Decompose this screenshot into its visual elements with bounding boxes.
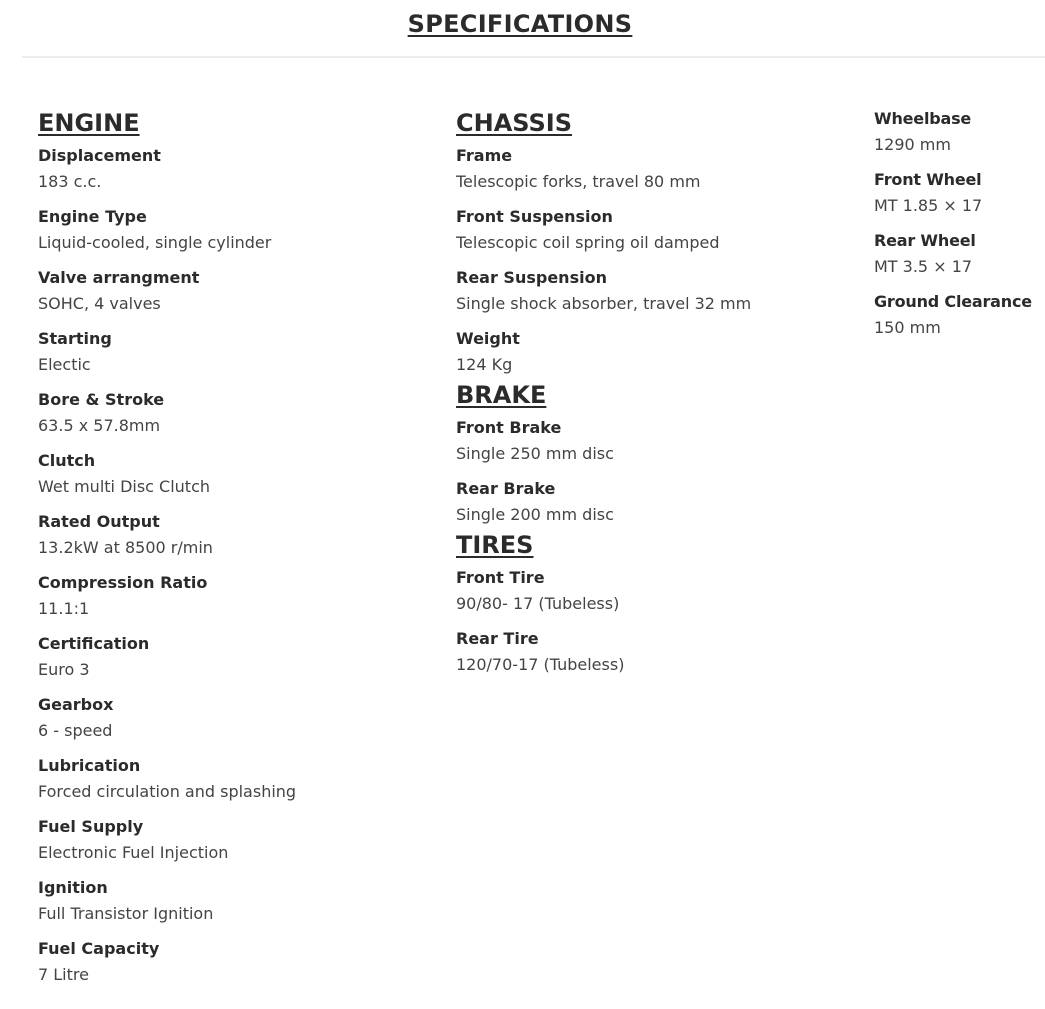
spec-value: 13.2kW at 8500 r/min [38,538,213,557]
spec-item [874,167,1044,219]
spec-label: Valve arrangment [38,268,200,287]
spec-item [38,875,438,927]
spec-value: 183 c.c. [38,172,102,191]
spec-item [38,570,438,622]
spec-label: Rear Brake [456,479,556,498]
spec-label: Front Wheel [874,170,982,189]
spec-label: Lubrication [38,756,141,775]
spec-label: Starting [38,329,112,348]
title-divider [22,56,1045,58]
spec-label: Ignition [38,878,108,897]
spec-item [456,415,856,467]
spec-item [38,448,438,500]
spec-item [456,143,856,195]
spec-label: Rated Output [38,512,160,531]
spec-item [456,476,856,528]
spec-label: Ground Clearance [874,292,1032,311]
spec-item [38,814,438,866]
spec-value: Electronic Fuel Injection [38,843,229,862]
spec-item [456,326,856,378]
spec-value: Forced circulation and splashing [38,782,297,801]
spec-value: 124 Kg [456,355,513,374]
spec-label: Engine Type [38,207,147,226]
spec-value: 150 mm [874,318,941,337]
spec-item [38,936,438,988]
spec-item [456,265,856,317]
spec-value: Telescopic forks, travel 80 mm [456,172,701,191]
spec-label: Displacement [38,146,161,165]
spec-value: Full Transistor Ignition [38,904,214,923]
spec-value: 6 - speed [38,721,113,740]
section-heading: TIRES [456,531,534,559]
spec-label: Rear Suspension [456,268,607,287]
spec-label: Front Brake [456,418,562,437]
spec-label: Frame [456,146,513,165]
spec-label: Fuel Capacity [38,939,160,958]
spec-section [456,380,856,528]
section-heading: ENGINE [38,109,140,137]
spec-section [456,108,856,378]
spec-item [38,143,438,195]
spec-value: 7 Litre [38,965,89,984]
spec-value: 11.1:1 [38,599,90,618]
spec-label: Gearbox [38,695,114,714]
spec-value: 63.5 x 57.8mm [38,416,161,435]
spec-label: Wheelbase [874,109,972,128]
spec-label: Fuel Supply [38,817,144,836]
spec-item [38,265,438,317]
spec-section [456,530,856,678]
spec-label: Rear Tire [456,629,539,648]
spec-value: Single 250 mm disc [456,444,614,463]
spec-label: Certification [38,634,150,653]
spec-item [38,753,438,805]
spec-label: Compression Ratio [38,573,208,592]
spec-item [38,326,438,378]
spec-label: Weight [456,329,520,348]
spec-item [874,289,1044,341]
spec-value: SOHC, 4 valves [38,294,161,313]
spec-item [456,626,856,678]
spec-label: Front Suspension [456,207,613,226]
spec-section [38,108,438,988]
spec-item [874,228,1044,280]
specs-column-3 [874,106,1044,350]
spec-label: Clutch [38,451,96,470]
spec-item [456,565,856,617]
spec-value: Liquid-cooled, single cylinder [38,233,272,252]
specs-column-2 [456,108,856,687]
spec-value: MT 1.85 × 17 [874,196,983,215]
section-heading: CHASSIS [456,109,572,137]
spec-value: Single shock absorber, travel 32 mm [456,294,752,313]
spec-value: Euro 3 [38,660,90,679]
spec-value: Electic [38,355,91,374]
spec-section [874,106,1044,341]
page-title: SPECIFICATIONS [407,10,633,38]
spec-label: Bore & Stroke [38,390,165,409]
spec-value: Wet multi Disc Clutch [38,477,211,496]
spec-item [38,509,438,561]
spec-item [38,387,438,439]
spec-value: 90/80- 17 (Tubeless) [456,594,620,613]
spec-item [38,204,438,256]
section-heading: BRAKE [456,381,547,409]
spec-value: 120/70-17 (Tubeless) [456,655,625,674]
spec-item [874,106,1044,158]
spec-label: Rear Wheel [874,231,976,250]
spec-label: Front Tire [456,568,545,587]
specs-column-1 [38,108,438,997]
spec-value: 1290 mm [874,135,951,154]
spec-item [38,631,438,683]
spec-value: MT 3.5 × 17 [874,257,973,276]
spec-item [456,204,856,256]
spec-item [38,692,438,744]
spec-value: Telescopic coil spring oil damped [456,233,720,252]
spec-value: Single 200 mm disc [456,505,614,524]
